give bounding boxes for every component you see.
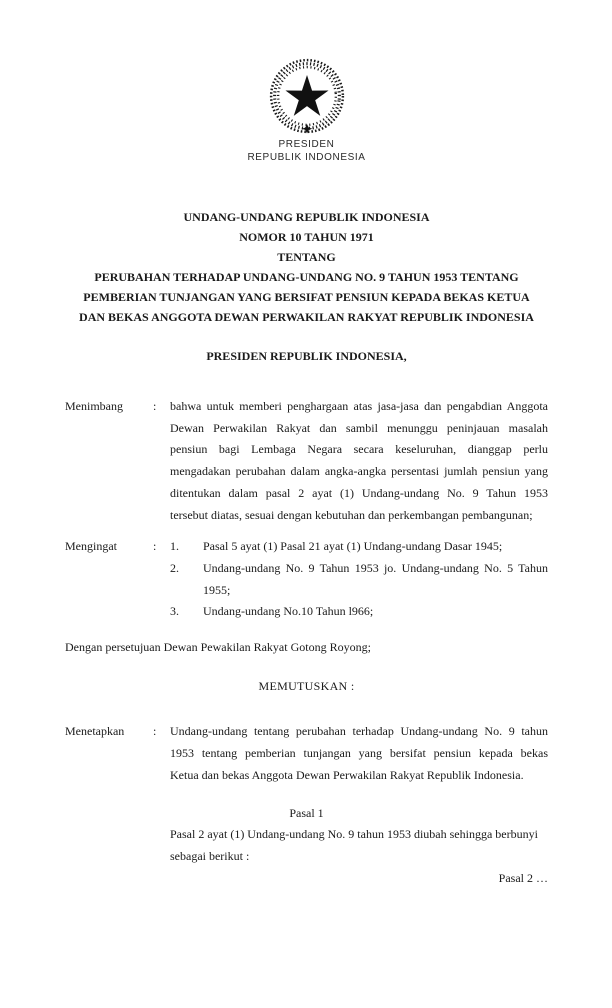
mengingat-item-1 xyxy=(170,536,548,558)
mengingat-item-line: Undang-undang No.10 Tahun l966; xyxy=(203,604,374,619)
menimbang-line: ditentukan dalam pasal 2 ayat (1) Undang-undang No. 9 Tahun 1953 xyxy=(170,485,548,500)
mengingat-item-2 xyxy=(170,558,548,601)
title-line-4: PERUBAHAN TERHADAP UNDANG-UNDANG NO. 9 TAHUN 1953 TENTANG xyxy=(94,270,519,284)
pasal-1-heading: Pasal 1 xyxy=(289,805,324,820)
menimbang-text xyxy=(170,396,548,526)
menetapkan-text xyxy=(170,721,548,786)
menimbang-line: Dewan Perwakilan Rakyat dan sambil menunggu peninjauan masalah xyxy=(170,420,548,435)
mengingat-label: Mengingat xyxy=(65,539,117,554)
menetapkan-line: Ketua dan bekas Anggota Dewan Perwakilan Rakyat Republik Indonesia. xyxy=(170,767,524,782)
letterhead-republik-indonesia: REPUBLIK INDONESIA xyxy=(247,152,366,163)
title-line-2: NOMOR 10 TAHUN 1971 xyxy=(239,230,374,244)
menetapkan-colon: : xyxy=(153,724,157,739)
agreement-line: Dengan persetujuan Dewan Pewakilan Rakyat Gotong Royong; xyxy=(65,640,371,655)
mengingat-item-3 xyxy=(170,601,548,623)
document-title xyxy=(65,207,548,327)
mengingat-item-line: 1955; xyxy=(203,582,231,597)
salutation: PRESIDEN REPUBLIK INDONESIA, xyxy=(206,349,407,363)
menetapkan-clause xyxy=(65,721,548,786)
menimbang-label: Menimbang xyxy=(65,399,123,413)
menimbang-clause xyxy=(65,396,548,526)
mengingat-list xyxy=(170,536,548,623)
menimbang-line: bahwa untuk memberi penghargaan atas jasa-jasa dan pengabdian Anggota xyxy=(170,399,548,413)
presidential-star-emblem xyxy=(267,57,347,135)
item-text xyxy=(203,536,548,558)
menimbang-colon: : xyxy=(153,399,157,413)
item-number: 2. xyxy=(170,560,179,575)
menetapkan-line: 1953 tentang pemberian tunjangan yang bersifat pensiun kepada bekas xyxy=(170,746,548,761)
catchword-pasal-2: Pasal 2 … xyxy=(498,870,548,885)
item-text xyxy=(203,601,548,623)
pasal-1-line: sebagai berikut : xyxy=(170,848,250,863)
mengingat-clause xyxy=(65,536,548,623)
pasal-1-line: Pasal 2 ayat (1) Undang-undang No. 9 tahun 1953 diubah sehingga berbunyi xyxy=(170,827,538,842)
item-number: 3. xyxy=(170,604,179,619)
menimbang-line: pensiun bagi Lembaga Negara secara keseluruhan, dianggap perlu xyxy=(170,442,548,457)
mengingat-item-line: Undang-undang No. 9 Tahun 1953 jo. Undang-undang No. 5 Tahun xyxy=(203,560,548,575)
pasal-1-body xyxy=(170,824,548,867)
letterhead-presiden: PRESIDEN xyxy=(278,139,335,150)
menetapkan-line: Undang-undang tentang perubahan terhadap Undang-undang No. 9 tahun xyxy=(170,724,548,739)
memutuskan-heading: MEMUTUSKAN : xyxy=(258,678,355,693)
star-icon xyxy=(285,75,328,116)
letterhead xyxy=(65,0,548,164)
title-line-1: UNDANG-UNDANG REPUBLIK INDONESIA xyxy=(183,210,430,224)
item-text xyxy=(203,558,548,601)
title-line-3: TENTANG xyxy=(277,250,336,264)
title-line-5: PEMBERIAN TUNJANGAN YANG BERSIFAT PENSIUN KEPADA BEKAS KETUA xyxy=(83,290,530,304)
wreath-knot-icon xyxy=(301,124,312,133)
menimbang-line: mengadakan perubahan dalam angka-angka persentasi jumlah pensiun yang xyxy=(170,464,548,479)
mengingat-item-line: Pasal 5 ayat (1) Pasal 21 ayat (1) Undang-undang Dasar 1945; xyxy=(203,539,503,554)
title-line-6: DAN BEKAS ANGGOTA DEWAN PERWAKILAN RAKYAT REPUBLIK INDONESIA xyxy=(79,310,534,324)
menetapkan-label: Menetapkan xyxy=(65,724,125,739)
menimbang-line: tersebut diatas, sesuai dengan kebutuhan dan perkembangan pembangunan; xyxy=(170,507,533,522)
item-number: 1. xyxy=(170,539,179,554)
mengingat-colon: : xyxy=(153,539,157,554)
